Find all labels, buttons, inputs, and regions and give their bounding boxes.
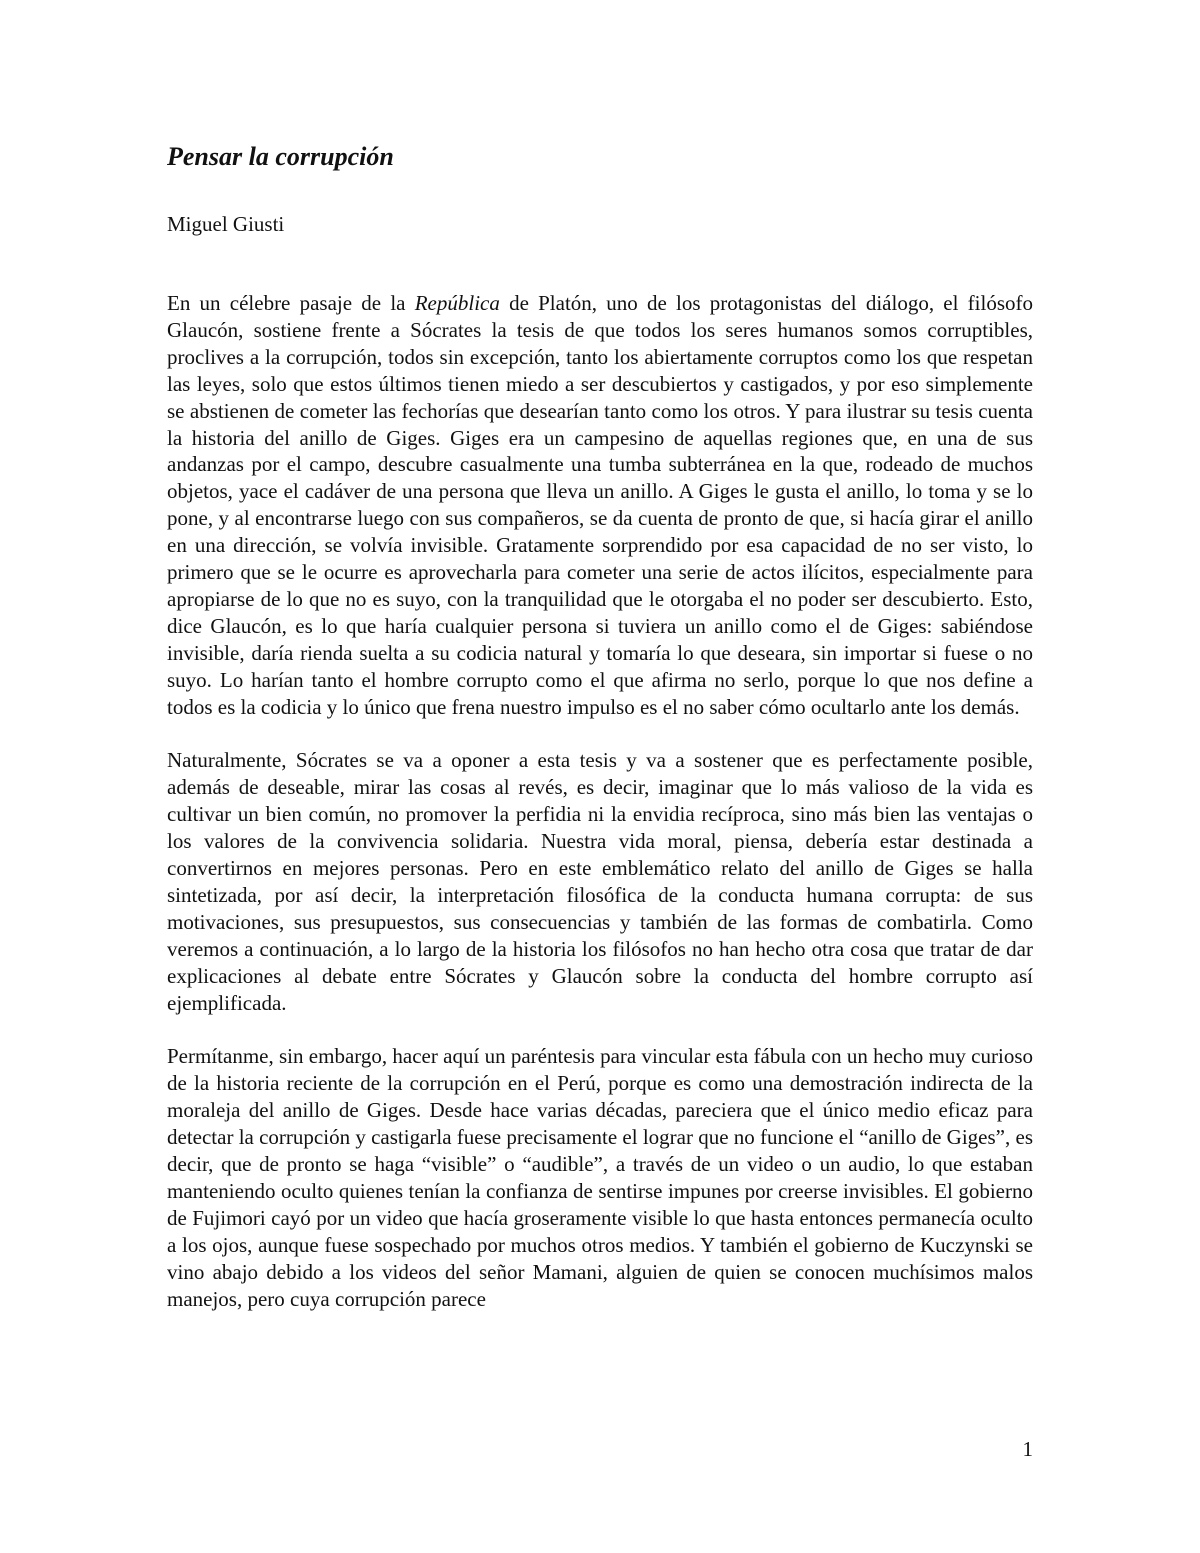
paragraph-1 bbox=[167, 290, 1033, 721]
paragraph-1-body: de Platón, uno de los protagonistas del diálogo, el filósofo Glaucón, sostiene frente a Sócrates la tesis de que todos los seres humanos somos corruptibles, proclives a la corrupción, todos sin excepción, tanto los abiertamente corruptos como los que respetan las leyes, solo que estos últimos tienen miedo a ser descubiertos y castigados, y por eso simplemente se abstienen de cometer las fechorías que desearían tanto como los otros. Y para ilustrar su tesis cuenta la historia del anillo de Giges. Giges era un campesino de aquellas regiones que, en una de sus andanzas por el campo, descubre casualmente una tumba subterránea en la que, rodeado de muchos objetos, yace el cadáver de una persona que lleva un anillo. A Giges le gusta el anillo, lo toma y se lo pone, y al encontrarse luego con sus compañeros, se da cuenta de pronto de que, si hacía girar el anillo en una dirección, se volvía invisible. Gratamente sorprendido por esa capacidad de no ser visto, lo primero que se le ocurre es aprovecharla para cometer una serie de actos ilícitos, especialmente para apropiarse de lo que no es suyo, con la tranquilidad que le otorgaba el no poder ser descubierto. Esto, dice Glaucón, es lo que haría cualquier persona si tuviera un anillo como el de Giges: sabiéndose invisible, daría rienda suelta a su codicia natural y tomaría lo que deseara, sin importar si fuese o no suyo. Lo harían tanto el hombre corrupto como el que afirma no serlo, porque lo que nos define a todos es la codicia y lo único que frena nuestro impulso es el no saber cómo ocultarlo ante los demás. bbox=[167, 291, 1033, 719]
author-name: Miguel Giusti bbox=[167, 212, 285, 236]
paragraph-3: Permítanme, sin embargo, hacer aquí un paréntesis para vincular esta fábula con un hecho muy curioso de la historia reciente de la corrupción en el Perú, porque es como una demostración indirecta de la moraleja del anillo de Giges. Desde hace varias décadas, pareciera que el único medio eficaz para detectar la corrupción y castigarla fuese precisamente el lograr que no funcione el “anillo de Giges”, es decir, que de pronto se haga “visible” o “audible”, a través de un video o un audio, lo que estaban manteniendo oculto quienes tenían la confianza de sentirse impunes por creerse invisibles. El gobierno de Fujimori cayó por un video que hacía groseramente visible lo que hasta entonces permanecía oculto a los ojos, aunque fuese sospechado por muchos otros medios. Y también el gobierno de Kuczynski se vino abajo debido a los videos del señor Mamani, alguien de quien se conocen muchísimos malos manejos, pero cuya corrupción parece bbox=[167, 1044, 1033, 1311]
book-title-italic: República bbox=[414, 291, 500, 315]
document-page bbox=[167, 140, 1033, 1312]
document-title: Pensar la corrupción bbox=[167, 142, 394, 171]
paragraph-1-lead: En un célebre pasaje de la bbox=[167, 291, 415, 315]
page-number: 1 bbox=[1022, 1437, 1033, 1461]
paragraph-2: Naturalmente, Sócrates se va a oponer a esta tesis y va a sostener que es perfectamente posible, además de deseable, mirar las cosas al revés, es decir, imaginar que lo más valioso de la vida es cultivar un bien común, no promover la perfidia ni la envidia recíproca, sino más bien las ventajas o los valores de la convivencia solidaria. Nuestra vida moral, piensa, debería estar destinada a convertirnos en mejores personas. Pero en este emblemático relato del anillo de Giges se halla sintetizada, por así decir, la interpretación filosófica de la conducta humana corrupta: de sus motivaciones, sus presupuestos, sus consecuencias y también de las formas de combatirla. Como veremos a continuación, a lo largo de la historia los filósofos no han hecho otra cosa que tratar de dar explicaciones al debate entre Sócrates y Glaucón sobre la conducta del hombre corrupto así ejemplificada. bbox=[167, 748, 1033, 1015]
